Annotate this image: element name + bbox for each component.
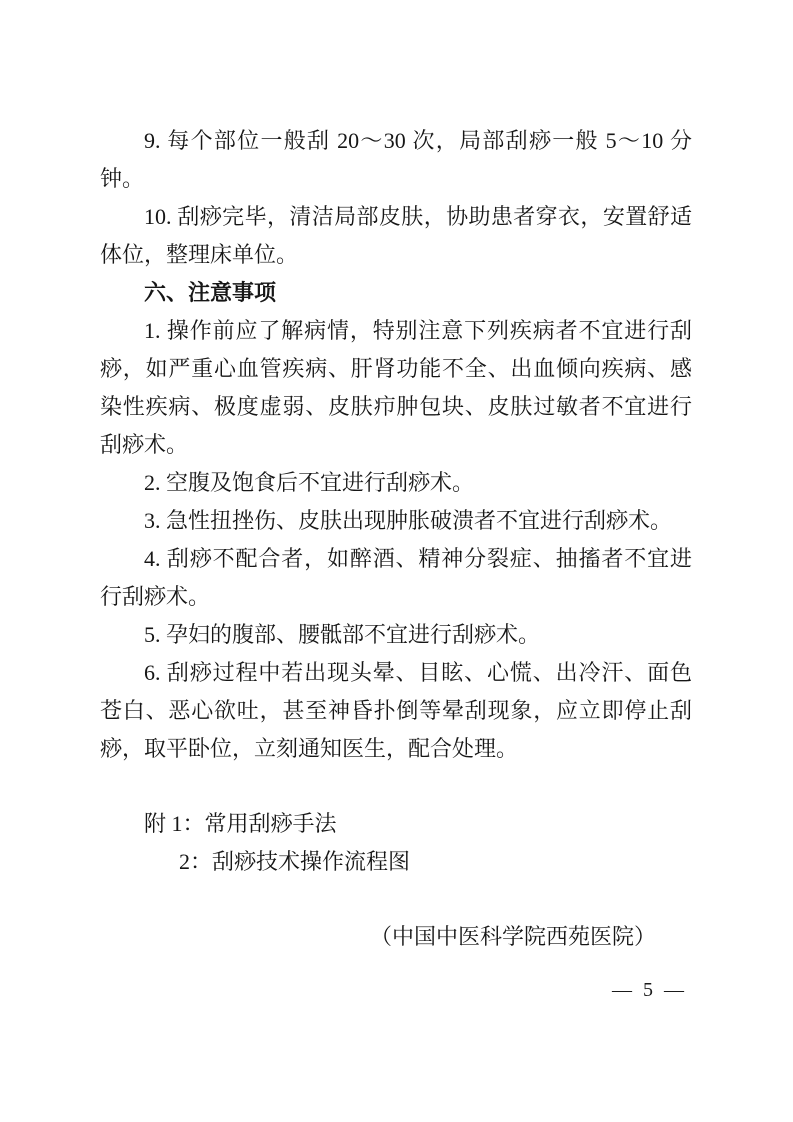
note-item-2: 2. 空腹及饱食后不宜进行刮痧术。 (144, 470, 475, 495)
paragraph-step-10: 10. 刮痧完毕，清洁局部皮肤，协助患者穿衣，安置舒适体位，整理床单位。 (100, 204, 692, 267)
section-heading-precautions: 六、注意事项 (144, 280, 277, 305)
note-item-1: 1. 操作前应了解病情，特别注意下列疾病者不宜进行刮痧，如严重心血管疾病、肝肾功能不全、出血倾向疾病、感染性疾病、极度虚弱、皮肤疖肿包块、皮肤过敏者不宜进行刮痧术。 (100, 318, 692, 457)
attachment-line-2: 2：刮痧技术操作流程图 (179, 849, 411, 874)
note-item-5: 5. 孕妇的腹部、腰骶部不宜进行刮痧术。 (144, 622, 541, 647)
note-item-6: 6. 刮痧过程中若出现头晕、目眩、心慌、出冷汗、面色苍白、恶心欲吐，甚至神昏扑倒等晕刮现象，应立即停止刮痧，取平卧位，立刻通知医生，配合处理。 (100, 660, 692, 761)
page-number: — 5 — (612, 979, 687, 1001)
attachments-block (100, 805, 692, 881)
paragraph-step-9: 9. 每个部位一般刮 20～30 次，局部刮痧一般 5～10 分钟。 (100, 128, 692, 191)
attachment-line-1: 附 1：常用刮痧手法 (144, 811, 337, 836)
document-text-block (100, 122, 692, 956)
note-item-4: 4. 刮痧不配合者，如醉酒、精神分裂症、抽搐者不宜进行刮痧术。 (100, 546, 692, 609)
issuing-organization: （中国中医科学院西苑医院） (369, 924, 656, 949)
note-item-3: 3. 急性扭挫伤、皮肤出现肿胀破溃者不宜进行刮痧术。 (144, 508, 673, 533)
